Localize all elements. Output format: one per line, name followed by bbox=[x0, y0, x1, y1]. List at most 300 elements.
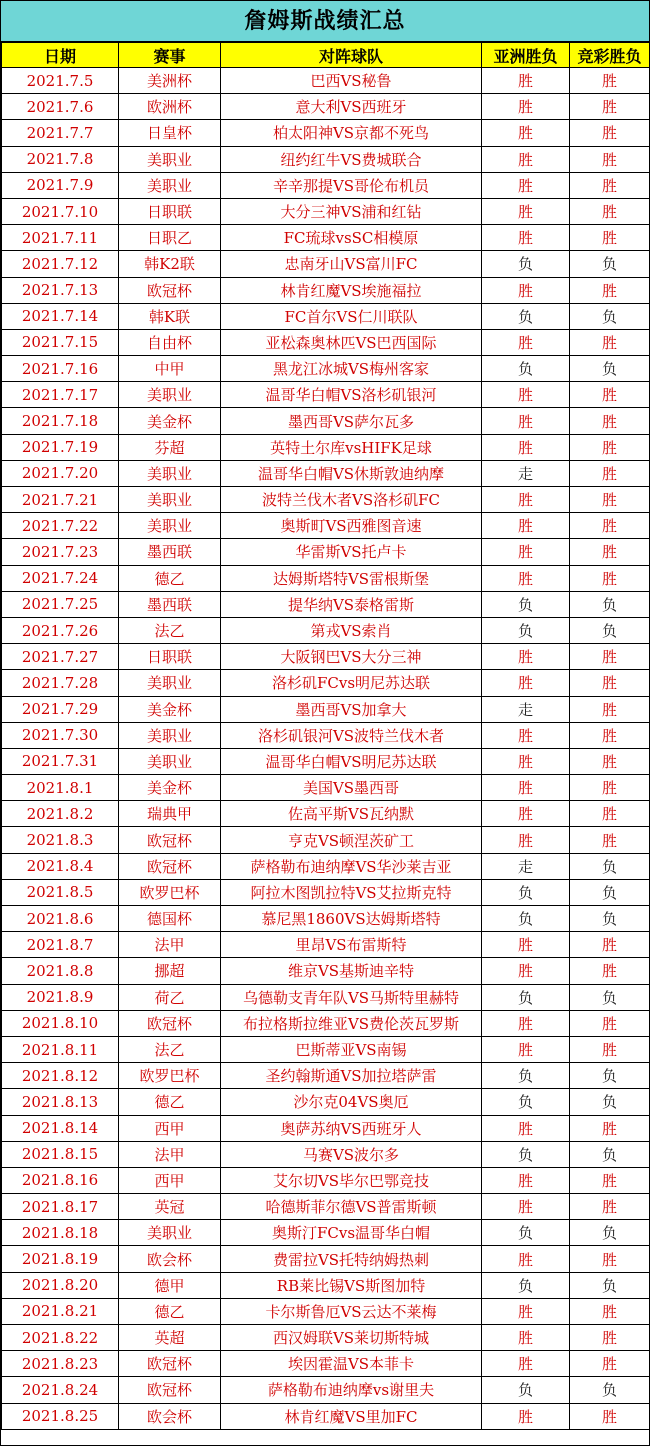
row-league: 日职联 bbox=[119, 644, 221, 670]
row-jc-result: 负 bbox=[570, 1220, 650, 1246]
row-asia-result: 负 bbox=[482, 591, 570, 617]
row-jc-result: 胜 bbox=[570, 1115, 650, 1141]
row-league: 欧洲杯 bbox=[119, 94, 221, 120]
row-asia-result: 胜 bbox=[482, 487, 570, 513]
row-date: 2021.8.18 bbox=[2, 1220, 119, 1246]
row-asia-result: 胜 bbox=[482, 408, 570, 434]
table-row bbox=[2, 68, 650, 94]
row-date: 2021.8.24 bbox=[2, 1377, 119, 1403]
row-jc-result: 负 bbox=[570, 617, 650, 643]
row-league: 欧罗巴杯 bbox=[119, 879, 221, 905]
row-asia-result: 负 bbox=[482, 906, 570, 932]
row-jc-result: 胜 bbox=[570, 565, 650, 591]
row-date: 2021.7.23 bbox=[2, 539, 119, 565]
row-match: 乌德勒支青年队VS马斯特里赫特 bbox=[221, 984, 482, 1010]
row-date: 2021.8.3 bbox=[2, 827, 119, 853]
results-table bbox=[1, 42, 650, 1430]
row-date: 2021.8.17 bbox=[2, 1194, 119, 1220]
row-jc-result: 胜 bbox=[570, 120, 650, 146]
header-match: 对阵球队 bbox=[221, 43, 482, 68]
row-date: 2021.7.11 bbox=[2, 225, 119, 251]
row-match: 墨西哥VS萨尔瓦多 bbox=[221, 408, 482, 434]
row-league: 欧罗巴杯 bbox=[119, 1063, 221, 1089]
row-date: 2021.7.18 bbox=[2, 408, 119, 434]
row-league: 韩K联 bbox=[119, 303, 221, 329]
row-date: 2021.7.10 bbox=[2, 198, 119, 224]
row-asia-result: 负 bbox=[482, 1220, 570, 1246]
row-jc-result: 胜 bbox=[570, 225, 650, 251]
table-row bbox=[2, 303, 650, 329]
row-asia-result: 胜 bbox=[482, 1167, 570, 1193]
table-row bbox=[2, 120, 650, 146]
row-date: 2021.7.20 bbox=[2, 460, 119, 486]
row-match: 沙尔克04VS奥厄 bbox=[221, 1089, 482, 1115]
row-asia-result: 胜 bbox=[482, 172, 570, 198]
row-jc-result: 负 bbox=[570, 984, 650, 1010]
row-jc-result: 胜 bbox=[570, 1403, 650, 1429]
row-jc-result: 负 bbox=[570, 303, 650, 329]
table-row bbox=[2, 1325, 650, 1351]
row-jc-result: 胜 bbox=[570, 277, 650, 303]
row-league: 西甲 bbox=[119, 1167, 221, 1193]
row-jc-result: 胜 bbox=[570, 722, 650, 748]
row-asia-result: 胜 bbox=[482, 277, 570, 303]
row-date: 2021.8.7 bbox=[2, 932, 119, 958]
row-date: 2021.7.8 bbox=[2, 146, 119, 172]
row-league: 墨西联 bbox=[119, 539, 221, 565]
row-jc-result: 负 bbox=[570, 1377, 650, 1403]
table-row bbox=[2, 539, 650, 565]
table-row bbox=[2, 670, 650, 696]
row-asia-result: 胜 bbox=[482, 94, 570, 120]
row-date: 2021.8.4 bbox=[2, 853, 119, 879]
row-date: 2021.7.15 bbox=[2, 329, 119, 355]
row-league: 日职乙 bbox=[119, 225, 221, 251]
row-jc-result: 负 bbox=[570, 1089, 650, 1115]
row-jc-result: 胜 bbox=[570, 513, 650, 539]
row-league: 芬超 bbox=[119, 434, 221, 460]
row-asia-result: 胜 bbox=[482, 775, 570, 801]
sheet-title: 詹姆斯战绩汇总 bbox=[1, 1, 649, 42]
row-date: 2021.7.30 bbox=[2, 722, 119, 748]
row-jc-result: 胜 bbox=[570, 198, 650, 224]
row-league: 美职业 bbox=[119, 1220, 221, 1246]
row-date: 2021.8.10 bbox=[2, 1010, 119, 1036]
row-asia-result: 胜 bbox=[482, 198, 570, 224]
row-date: 2021.8.14 bbox=[2, 1115, 119, 1141]
row-league: 欧会杯 bbox=[119, 1403, 221, 1429]
row-jc-result: 胜 bbox=[570, 408, 650, 434]
header-league: 赛事 bbox=[119, 43, 221, 68]
row-asia-result: 胜 bbox=[482, 146, 570, 172]
table-row bbox=[2, 644, 650, 670]
row-league: 法乙 bbox=[119, 617, 221, 643]
row-jc-result: 胜 bbox=[570, 1298, 650, 1324]
row-match: FC琉球vsSC相模原 bbox=[221, 225, 482, 251]
row-match: 大分三神VS浦和红钻 bbox=[221, 198, 482, 224]
table-row bbox=[2, 591, 650, 617]
row-match: 卡尔斯鲁厄VS云达不莱梅 bbox=[221, 1298, 482, 1324]
row-match: 纽约红牛VS费城联合 bbox=[221, 146, 482, 172]
row-date: 2021.7.16 bbox=[2, 356, 119, 382]
row-league: 挪超 bbox=[119, 958, 221, 984]
row-jc-result: 胜 bbox=[570, 94, 650, 120]
row-match: 亚松森奥林匹VS巴西国际 bbox=[221, 329, 482, 355]
row-date: 2021.8.25 bbox=[2, 1403, 119, 1429]
table-row bbox=[2, 513, 650, 539]
row-jc-result: 负 bbox=[570, 1272, 650, 1298]
table-row bbox=[2, 696, 650, 722]
row-jc-result: 胜 bbox=[570, 539, 650, 565]
row-asia-result: 胜 bbox=[482, 434, 570, 460]
row-asia-result: 胜 bbox=[482, 958, 570, 984]
row-asia-result: 胜 bbox=[482, 801, 570, 827]
row-jc-result: 胜 bbox=[570, 670, 650, 696]
table-row bbox=[2, 1141, 650, 1167]
row-match: 温哥华白帽VS休斯敦迪纳摩 bbox=[221, 460, 482, 486]
row-asia-result: 走 bbox=[482, 460, 570, 486]
table-row bbox=[2, 1089, 650, 1115]
table-row bbox=[2, 1246, 650, 1272]
row-asia-result: 负 bbox=[482, 1377, 570, 1403]
row-jc-result: 胜 bbox=[570, 1010, 650, 1036]
row-asia-result: 胜 bbox=[482, 68, 570, 94]
row-asia-result: 胜 bbox=[482, 1298, 570, 1324]
row-date: 2021.7.27 bbox=[2, 644, 119, 670]
table-row bbox=[2, 932, 650, 958]
row-jc-result: 胜 bbox=[570, 1194, 650, 1220]
row-league: 中甲 bbox=[119, 356, 221, 382]
header-date: 日期 bbox=[2, 43, 119, 68]
row-match: 奥萨苏纳VS西班牙人 bbox=[221, 1115, 482, 1141]
row-date: 2021.8.15 bbox=[2, 1141, 119, 1167]
row-league: 德乙 bbox=[119, 1089, 221, 1115]
row-asia-result: 胜 bbox=[482, 670, 570, 696]
row-match: 洛杉矶银河VS波特兰伐木者 bbox=[221, 722, 482, 748]
row-asia-result: 负 bbox=[482, 1272, 570, 1298]
row-jc-result: 负 bbox=[570, 906, 650, 932]
row-asia-result: 胜 bbox=[482, 565, 570, 591]
row-match: 美国VS墨西哥 bbox=[221, 775, 482, 801]
row-league: 荷乙 bbox=[119, 984, 221, 1010]
row-league: 美洲杯 bbox=[119, 68, 221, 94]
row-match: 马赛VS波尔多 bbox=[221, 1141, 482, 1167]
row-league: 欧冠杯 bbox=[119, 1377, 221, 1403]
table-row bbox=[2, 1010, 650, 1036]
table-row bbox=[2, 146, 650, 172]
row-date: 2021.8.19 bbox=[2, 1246, 119, 1272]
row-match: 萨格勒布迪纳摩vs谢里夫 bbox=[221, 1377, 482, 1403]
table-row bbox=[2, 984, 650, 1010]
row-match: 圣约翰斯通VS加拉塔萨雷 bbox=[221, 1063, 482, 1089]
table-row bbox=[2, 722, 650, 748]
row-match: 林肯红魔VS埃施福拉 bbox=[221, 277, 482, 303]
row-match: 温哥华白帽VS明尼苏达联 bbox=[221, 748, 482, 774]
row-league: 欧冠杯 bbox=[119, 853, 221, 879]
row-asia-result: 负 bbox=[482, 356, 570, 382]
row-match: 奥斯町VS西雅图音速 bbox=[221, 513, 482, 539]
row-asia-result: 负 bbox=[482, 1141, 570, 1167]
row-match: 佐高平斯VS瓦纳默 bbox=[221, 801, 482, 827]
row-jc-result: 负 bbox=[570, 1141, 650, 1167]
row-asia-result: 走 bbox=[482, 696, 570, 722]
row-league: 美职业 bbox=[119, 670, 221, 696]
table-row bbox=[2, 1377, 650, 1403]
table-row bbox=[2, 879, 650, 905]
row-date: 2021.7.31 bbox=[2, 748, 119, 774]
row-league: 自由杯 bbox=[119, 329, 221, 355]
row-match: 亨克VS顿涅茨矿工 bbox=[221, 827, 482, 853]
row-jc-result: 负 bbox=[570, 853, 650, 879]
row-match: 辛辛那提VS哥伦布机员 bbox=[221, 172, 482, 198]
row-date: 2021.8.21 bbox=[2, 1298, 119, 1324]
row-asia-result: 胜 bbox=[482, 539, 570, 565]
row-date: 2021.7.9 bbox=[2, 172, 119, 198]
row-asia-result: 负 bbox=[482, 1063, 570, 1089]
row-jc-result: 负 bbox=[570, 591, 650, 617]
row-asia-result: 走 bbox=[482, 853, 570, 879]
row-league: 美职业 bbox=[119, 722, 221, 748]
row-match: 维京VS基斯迪辛特 bbox=[221, 958, 482, 984]
row-match: 奥斯汀FCvs温哥华白帽 bbox=[221, 1220, 482, 1246]
table-row bbox=[2, 906, 650, 932]
row-match: 里昂VS布雷斯特 bbox=[221, 932, 482, 958]
row-asia-result: 胜 bbox=[482, 1115, 570, 1141]
row-league: 日皇杯 bbox=[119, 120, 221, 146]
row-asia-result: 胜 bbox=[482, 382, 570, 408]
row-asia-result: 胜 bbox=[482, 932, 570, 958]
row-jc-result: 胜 bbox=[570, 696, 650, 722]
table-body bbox=[2, 68, 650, 1430]
row-date: 2021.7.5 bbox=[2, 68, 119, 94]
row-league: 英超 bbox=[119, 1325, 221, 1351]
row-date: 2021.8.20 bbox=[2, 1272, 119, 1298]
row-jc-result: 胜 bbox=[570, 329, 650, 355]
table-row bbox=[2, 1220, 650, 1246]
row-match: 艾尔切VS毕尔巴鄂竞技 bbox=[221, 1167, 482, 1193]
row-league: 欧冠杯 bbox=[119, 1351, 221, 1377]
table-row bbox=[2, 801, 650, 827]
row-league: 德乙 bbox=[119, 1298, 221, 1324]
row-match: 第戎VS索肖 bbox=[221, 617, 482, 643]
row-date: 2021.7.12 bbox=[2, 251, 119, 277]
row-jc-result: 胜 bbox=[570, 1036, 650, 1062]
table-row bbox=[2, 251, 650, 277]
table-row bbox=[2, 853, 650, 879]
table-row bbox=[2, 460, 650, 486]
row-match: 意大利VS西班牙 bbox=[221, 94, 482, 120]
row-match: 波特兰伐木者VS洛杉矶FC bbox=[221, 487, 482, 513]
row-jc-result: 胜 bbox=[570, 748, 650, 774]
row-asia-result: 胜 bbox=[482, 120, 570, 146]
row-asia-result: 胜 bbox=[482, 1325, 570, 1351]
row-jc-result: 胜 bbox=[570, 801, 650, 827]
row-league: 美职业 bbox=[119, 748, 221, 774]
row-jc-result: 胜 bbox=[570, 487, 650, 513]
row-match: 黑龙江冰城VS梅州客家 bbox=[221, 356, 482, 382]
row-league: 韩K2联 bbox=[119, 251, 221, 277]
row-league: 英冠 bbox=[119, 1194, 221, 1220]
row-date: 2021.8.5 bbox=[2, 879, 119, 905]
row-match: 慕尼黑1860VS达姆斯塔特 bbox=[221, 906, 482, 932]
row-asia-result: 胜 bbox=[482, 513, 570, 539]
row-league: 美金杯 bbox=[119, 408, 221, 434]
row-jc-result: 胜 bbox=[570, 1325, 650, 1351]
row-match: 西汉姆联VS莱切斯特城 bbox=[221, 1325, 482, 1351]
row-jc-result: 胜 bbox=[570, 434, 650, 460]
row-league: 美职业 bbox=[119, 172, 221, 198]
row-asia-result: 胜 bbox=[482, 1194, 570, 1220]
row-league: 美职业 bbox=[119, 487, 221, 513]
row-jc-result: 胜 bbox=[570, 644, 650, 670]
row-league: 法甲 bbox=[119, 932, 221, 958]
row-date: 2021.8.9 bbox=[2, 984, 119, 1010]
row-jc-result: 胜 bbox=[570, 958, 650, 984]
row-league: 欧冠杯 bbox=[119, 827, 221, 853]
row-date: 2021.7.17 bbox=[2, 382, 119, 408]
row-jc-result: 胜 bbox=[570, 68, 650, 94]
row-asia-result: 胜 bbox=[482, 748, 570, 774]
row-match: 墨西哥VS加拿大 bbox=[221, 696, 482, 722]
table-row bbox=[2, 434, 650, 460]
row-jc-result: 胜 bbox=[570, 460, 650, 486]
row-match: 哈德斯菲尔德VS普雷斯顿 bbox=[221, 1194, 482, 1220]
table-row bbox=[2, 94, 650, 120]
row-date: 2021.8.12 bbox=[2, 1063, 119, 1089]
row-match: FC首尔VS仁川联队 bbox=[221, 303, 482, 329]
header-jc: 竞彩胜负 bbox=[570, 43, 650, 68]
row-asia-result: 胜 bbox=[482, 1403, 570, 1429]
table-row bbox=[2, 1298, 650, 1324]
row-match: 埃因霍温VS本菲卡 bbox=[221, 1351, 482, 1377]
row-match: 柏太阳神VS京都不死鸟 bbox=[221, 120, 482, 146]
row-league: 西甲 bbox=[119, 1115, 221, 1141]
row-asia-result: 胜 bbox=[482, 329, 570, 355]
row-league: 美金杯 bbox=[119, 696, 221, 722]
row-jc-result: 胜 bbox=[570, 1351, 650, 1377]
row-match: 提华纳VS泰格雷斯 bbox=[221, 591, 482, 617]
row-asia-result: 负 bbox=[482, 303, 570, 329]
table-row bbox=[2, 1036, 650, 1062]
table-row bbox=[2, 225, 650, 251]
row-jc-result: 胜 bbox=[570, 146, 650, 172]
row-league: 欧冠杯 bbox=[119, 277, 221, 303]
row-league: 美职业 bbox=[119, 460, 221, 486]
header-row bbox=[2, 43, 650, 68]
row-league: 德乙 bbox=[119, 565, 221, 591]
table-row bbox=[2, 958, 650, 984]
table-row bbox=[2, 1063, 650, 1089]
row-match: 费雷拉VS托特纳姆热刺 bbox=[221, 1246, 482, 1272]
table-row bbox=[2, 487, 650, 513]
row-jc-result: 负 bbox=[570, 356, 650, 382]
row-date: 2021.8.8 bbox=[2, 958, 119, 984]
table-row bbox=[2, 827, 650, 853]
row-date: 2021.7.29 bbox=[2, 696, 119, 722]
table-row bbox=[2, 1167, 650, 1193]
row-match: 华雷斯VS托卢卡 bbox=[221, 539, 482, 565]
row-match: 萨格勒布迪纳摩VS华沙莱吉亚 bbox=[221, 853, 482, 879]
row-date: 2021.7.25 bbox=[2, 591, 119, 617]
row-asia-result: 胜 bbox=[482, 1036, 570, 1062]
row-league: 墨西联 bbox=[119, 591, 221, 617]
row-match: 忠南牙山VS富川FC bbox=[221, 251, 482, 277]
row-asia-result: 负 bbox=[482, 617, 570, 643]
row-jc-result: 负 bbox=[570, 251, 650, 277]
row-asia-result: 胜 bbox=[482, 1010, 570, 1036]
table-row bbox=[2, 356, 650, 382]
row-asia-result: 胜 bbox=[482, 644, 570, 670]
row-match: 洛杉矶FCvs明尼苏达联 bbox=[221, 670, 482, 696]
row-match: 巴西VS秘鲁 bbox=[221, 68, 482, 94]
row-date: 2021.8.6 bbox=[2, 906, 119, 932]
row-jc-result: 胜 bbox=[570, 172, 650, 198]
row-date: 2021.7.24 bbox=[2, 565, 119, 591]
row-date: 2021.8.11 bbox=[2, 1036, 119, 1062]
row-match: 阿拉木图凯拉特VS艾拉斯克特 bbox=[221, 879, 482, 905]
row-date: 2021.7.6 bbox=[2, 94, 119, 120]
row-asia-result: 负 bbox=[482, 984, 570, 1010]
row-league: 欧会杯 bbox=[119, 1246, 221, 1272]
row-date: 2021.8.23 bbox=[2, 1351, 119, 1377]
header-asia: 亚洲胜负 bbox=[482, 43, 570, 68]
row-date: 2021.7.19 bbox=[2, 434, 119, 460]
row-jc-result: 胜 bbox=[570, 1246, 650, 1272]
table-row bbox=[2, 1115, 650, 1141]
row-date: 2021.8.22 bbox=[2, 1325, 119, 1351]
table-row bbox=[2, 617, 650, 643]
row-league: 德国杯 bbox=[119, 906, 221, 932]
row-league: 法甲 bbox=[119, 1141, 221, 1167]
row-league: 美职业 bbox=[119, 382, 221, 408]
row-league: 瑞典甲 bbox=[119, 801, 221, 827]
row-date: 2021.7.7 bbox=[2, 120, 119, 146]
table-row bbox=[2, 748, 650, 774]
row-match: 大阪钢巴VS大分三神 bbox=[221, 644, 482, 670]
table-row bbox=[2, 1194, 650, 1220]
row-league: 日职联 bbox=[119, 198, 221, 224]
row-asia-result: 负 bbox=[482, 1089, 570, 1115]
table-row bbox=[2, 329, 650, 355]
row-date: 2021.7.14 bbox=[2, 303, 119, 329]
row-jc-result: 胜 bbox=[570, 382, 650, 408]
row-date: 2021.8.1 bbox=[2, 775, 119, 801]
row-date: 2021.7.28 bbox=[2, 670, 119, 696]
row-jc-result: 胜 bbox=[570, 775, 650, 801]
row-date: 2021.8.13 bbox=[2, 1089, 119, 1115]
table-row bbox=[2, 1403, 650, 1429]
row-jc-result: 负 bbox=[570, 879, 650, 905]
row-asia-result: 胜 bbox=[482, 1246, 570, 1272]
row-league: 美职业 bbox=[119, 146, 221, 172]
row-match: 林肯红魔VS里加FC bbox=[221, 1403, 482, 1429]
row-asia-result: 胜 bbox=[482, 722, 570, 748]
row-asia-result: 负 bbox=[482, 251, 570, 277]
table-row bbox=[2, 198, 650, 224]
table-row bbox=[2, 1272, 650, 1298]
row-league: 德甲 bbox=[119, 1272, 221, 1298]
row-match: 温哥华白帽VS洛杉矶银河 bbox=[221, 382, 482, 408]
row-date: 2021.8.2 bbox=[2, 801, 119, 827]
row-match: 布拉格斯拉维亚VS费伦茨瓦罗斯 bbox=[221, 1010, 482, 1036]
row-date: 2021.7.26 bbox=[2, 617, 119, 643]
row-date: 2021.7.21 bbox=[2, 487, 119, 513]
row-asia-result: 胜 bbox=[482, 827, 570, 853]
row-jc-result: 胜 bbox=[570, 932, 650, 958]
row-date: 2021.7.22 bbox=[2, 513, 119, 539]
table-row bbox=[2, 775, 650, 801]
row-match: 英特土尔库vsHIFK足球 bbox=[221, 434, 482, 460]
